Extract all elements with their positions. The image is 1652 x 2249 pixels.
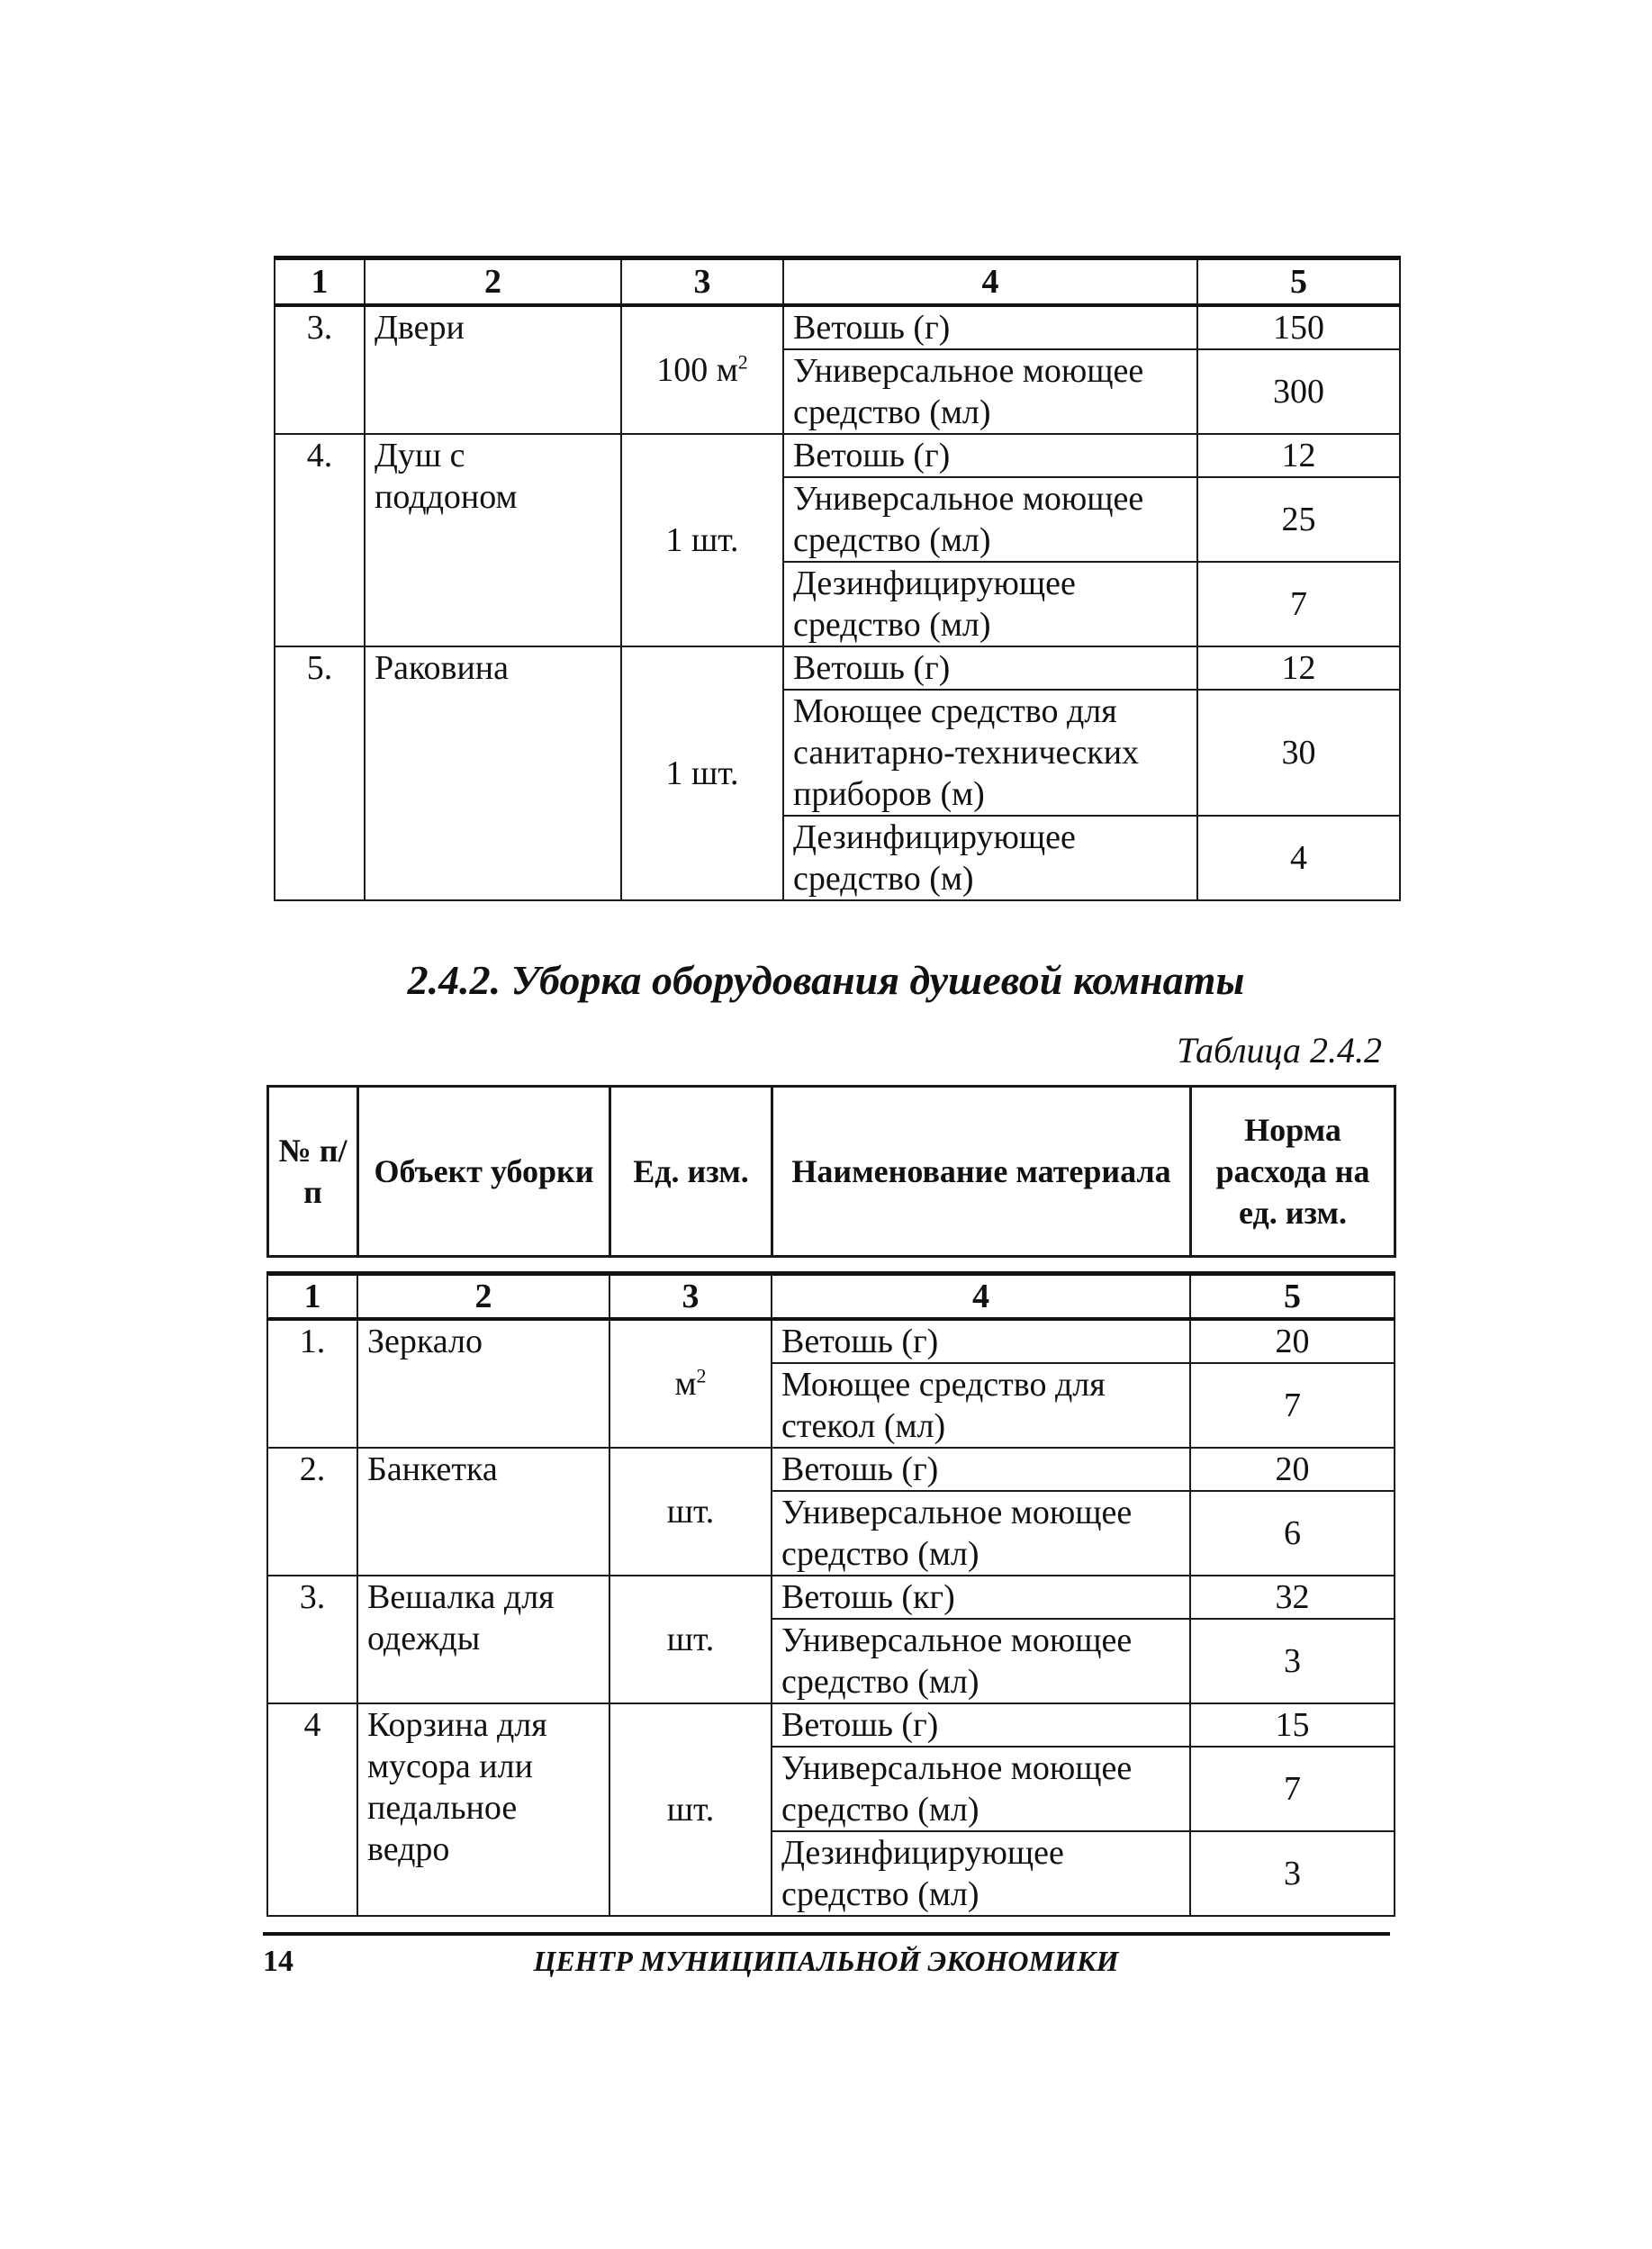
material-norm: 7 [1190,1363,1395,1448]
material-norm: 32 [1190,1576,1395,1619]
material-norm: 6 [1190,1491,1395,1576]
material-norm: 12 [1197,434,1400,477]
material-norm: 7 [1197,562,1400,646]
item-unit-text: 1 шт. [665,754,739,792]
item-unit-text: шт. [666,1621,715,1658]
item-unit [621,434,783,646]
table-row [275,434,1400,477]
item-unit-text: 100 м [656,351,738,389]
material-norm: 150 [1197,305,1400,349]
item-number: 2. [267,1448,357,1576]
material-norm: 15 [1190,1703,1395,1747]
material-name: Дезинфицирующее средство (мл) [772,1831,1190,1916]
material-name: Ветошь (г) [772,1319,1190,1363]
column-number: 2 [365,258,621,306]
item-unit [609,1319,772,1448]
material-name: Ветошь (г) [772,1448,1190,1491]
item-unit-text: 1 шт. [665,521,739,559]
header-object: Объект уборки [358,1087,610,1257]
material-norm: 25 [1197,477,1400,562]
column-number: 3 [621,258,783,306]
material-name: Универсальное моющее средство (мл) [772,1619,1190,1703]
item-number: 3. [275,305,365,434]
column-number: 3 [609,1274,772,1320]
header-unit: Ед. изм. [610,1087,772,1257]
table-continuation [274,256,1401,901]
table-caption: Таблица 2.4.2 [1177,1030,1382,1070]
item-object: Зеркало [357,1319,609,1448]
item-unit-text: шт. [666,1791,715,1829]
material-name: Ветошь (г) [783,305,1197,349]
material-name: Ветошь (г) [772,1703,1190,1747]
item-unit [609,1703,772,1916]
material-name: Универсальное моющее средство (мл) [772,1747,1190,1831]
item-number: 1. [267,1319,357,1448]
material-norm: 20 [1190,1448,1395,1491]
footer-organization: ЦЕНТР МУНИЦИПАЛЬНОЙ ЭКОНОМИКИ [533,1945,1119,1977]
table-2-4-2-header [266,1085,1396,1258]
table-continuation-body [275,258,1400,901]
item-unit-exponent: 2 [696,1364,707,1387]
item-unit [609,1576,772,1703]
column-number-row [267,1274,1395,1320]
table-row [267,1448,1395,1491]
material-norm: 300 [1197,349,1400,434]
table-row [267,1703,1395,1747]
material-name: Моющее средство для стекол (мл) [772,1363,1190,1448]
column-number: 1 [267,1274,357,1320]
material-norm: 30 [1197,690,1400,816]
column-number: 5 [1197,258,1400,306]
item-number: 5. [275,646,365,900]
material-name: Универсальное моющее средство (мл) [772,1491,1190,1576]
item-unit-text: шт. [666,1493,715,1531]
item-number: 3. [267,1576,357,1703]
material-name: Ветошь (г) [783,646,1197,690]
material-name: Универсальное моющее средство (мл) [783,477,1197,562]
material-name: Дезинфицирующее средство (мл) [783,562,1197,646]
header-number: № п/п [268,1087,358,1257]
table-2-4-2-body [267,1274,1395,1917]
material-name: Универсальное моющее средство (мл) [783,349,1197,434]
item-object: Корзина для мусора или педальное ведро [357,1703,609,1916]
page-number: 14 [263,1945,293,1978]
column-number: 5 [1190,1274,1395,1320]
material-name: Ветошь (г) [783,434,1197,477]
item-unit [609,1448,772,1576]
section-title: 2.4.2. Уборка оборудования душевой комнаты [407,957,1245,1003]
material-name: Моющее средство для санитарно-технических приборов (м) [783,690,1197,816]
material-norm: 7 [1190,1747,1395,1831]
column-number: 4 [772,1274,1190,1320]
item-object: Вешалка для одежды [357,1576,609,1703]
item-number: 4. [275,434,365,646]
material-norm: 3 [1190,1619,1395,1703]
item-unit [621,305,783,434]
material-norm: 3 [1190,1831,1395,1916]
column-number: 4 [783,258,1197,306]
table-2-4-2 [266,1271,1395,1917]
material-norm: 12 [1197,646,1400,690]
table-row [267,1319,1395,1363]
table-row [267,1576,1395,1619]
material-name: Ветошь (кг) [772,1576,1190,1619]
table-row [275,646,1400,690]
column-number: 1 [275,258,365,306]
header-material: Наименование материала [772,1087,1191,1257]
item-unit [621,646,783,900]
item-unit-exponent: 2 [737,350,748,374]
item-object: Раковина [365,646,621,900]
item-object: Банкетка [357,1448,609,1576]
item-number: 4 [267,1703,357,1916]
header-norm: Норма расхода на ед. изм. [1191,1087,1395,1257]
item-object: Душ с поддоном [365,434,621,646]
item-object: Двери [365,305,621,434]
column-number-row [275,258,1400,306]
material-norm: 20 [1190,1319,1395,1363]
footer-rule [263,1932,1390,1936]
column-number: 2 [357,1274,609,1320]
material-name: Дезинфицирующее средство (м) [783,816,1197,900]
table-row [275,305,1400,349]
material-norm: 4 [1197,816,1400,900]
item-unit-text: м [674,1365,697,1403]
